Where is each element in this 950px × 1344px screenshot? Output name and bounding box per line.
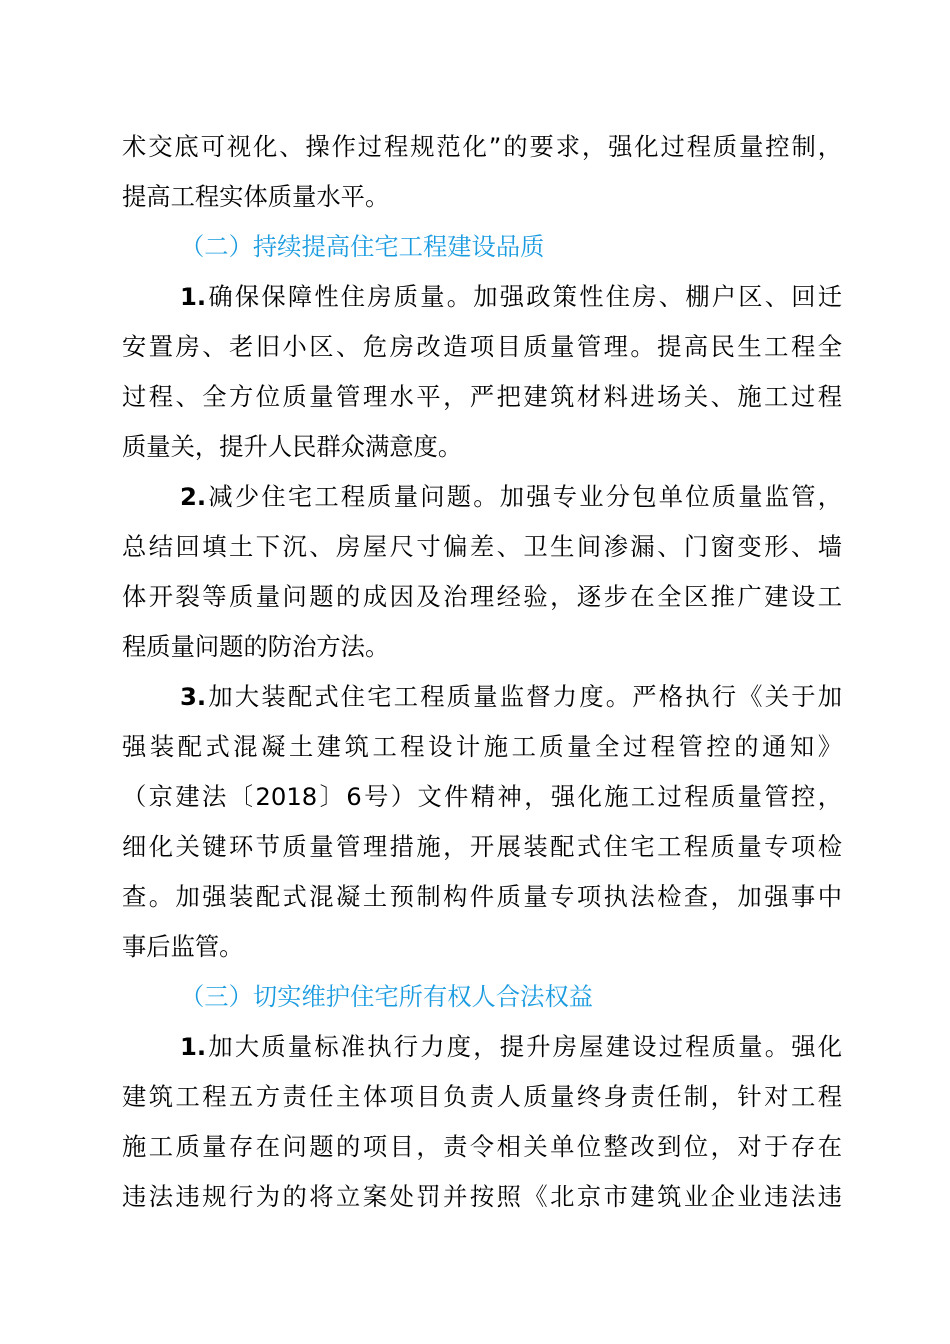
paragraph-line: 违法违规行为的将立案处罚并按照《北京市建筑业企业违法违 bbox=[122, 1182, 842, 1211]
item-text: 加大质量标准执行力度，提升房屋建设过程质量。强化 bbox=[206, 1032, 842, 1061]
item-number: 3. bbox=[180, 682, 207, 711]
paragraph-line: 程质量问题的防治方法。 bbox=[122, 632, 390, 661]
paragraph-line: 术交底可视化、操作过程规范化”的要求，强化过程质量控制， bbox=[122, 132, 842, 161]
paragraph-line: 事后监管。 bbox=[122, 932, 244, 961]
paragraph-line: （京建法〔2018〕6号）文件精神，强化施工过程质量管控， bbox=[122, 782, 842, 811]
paragraph-line bbox=[180, 282, 842, 312]
item-text: 加大装配式住宅工程质量监督力度。严格执行《关于加 bbox=[206, 682, 842, 711]
paragraph-line: 建筑工程五方责任主体项目负责人质量终身责任制，针对工程 bbox=[122, 1082, 842, 1111]
paragraph-line: 提高工程实体质量水平。 bbox=[122, 182, 390, 211]
paragraph-line: 质量关，提升人民群众满意度。 bbox=[122, 432, 463, 461]
paragraph-line: 细化关键环节质量管理措施，开展装配式住宅工程质量专项检 bbox=[122, 832, 842, 861]
paragraph-line: 查。加强装配式混凝土预制构件质量专项执法检查，加强事中 bbox=[122, 882, 842, 911]
paragraph-line: 施工质量存在问题的项目，责令相关单位整改到位，对于存在 bbox=[122, 1132, 842, 1161]
paragraph-line bbox=[180, 1032, 842, 1062]
section-heading-2: （二）持续提高住宅工程建设品质 bbox=[180, 232, 545, 261]
item-number: 1. bbox=[180, 1032, 207, 1061]
item-text: 减少住宅工程质量问题。加强专业分包单位质量监管， bbox=[206, 482, 842, 511]
paragraph-line: 体开裂等质量问题的成因及治理经验，逐步在全区推广建设工 bbox=[122, 582, 842, 611]
paragraph-line: 安置房、老旧小区、危房改造项目质量管理。提高民生工程全 bbox=[122, 332, 842, 361]
paragraph-line: 强装配式混凝土建筑工程设计施工质量全过程管控的通知》 bbox=[122, 732, 842, 761]
item-number: 1. bbox=[180, 282, 207, 311]
item-text: 确保保障性住房质量。加强政策性住房、棚户区、回迁 bbox=[206, 282, 842, 311]
paragraph-line: 过程、全方位质量管理水平，严把建筑材料进场关、施工过程 bbox=[122, 382, 842, 411]
section-heading-3: （三）切实维护住宅所有权人合法权益 bbox=[180, 982, 594, 1011]
paragraph-line: 总结回填土下沉、房屋尺寸偏差、卫生间渗漏、门窗变形、墙 bbox=[122, 532, 842, 561]
paragraph-line bbox=[180, 682, 842, 712]
item-number: 2. bbox=[180, 482, 207, 511]
paragraph-line bbox=[180, 482, 842, 512]
